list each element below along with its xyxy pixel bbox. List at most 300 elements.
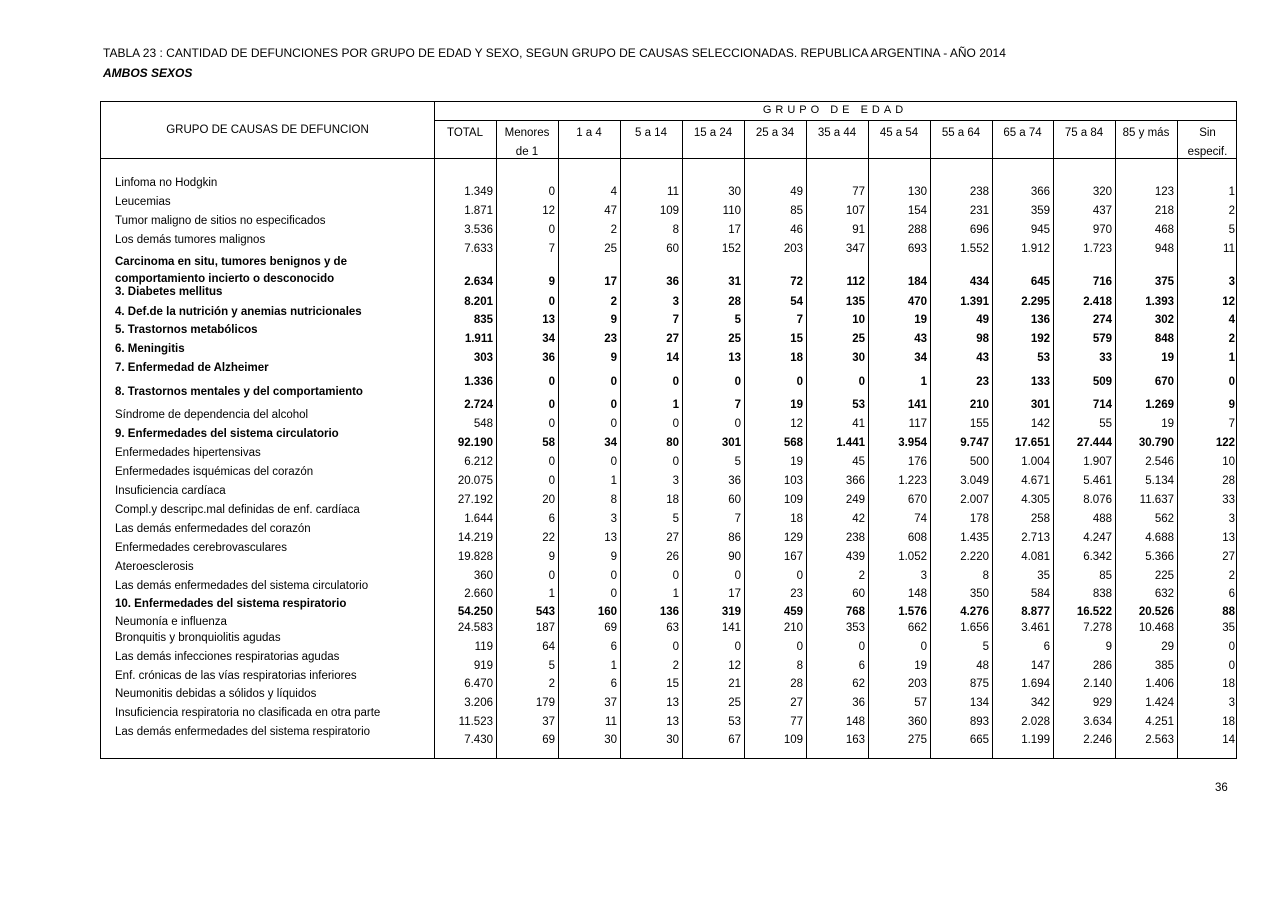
cell-value: 579 [1092, 333, 1112, 345]
cell-value: 0 [548, 418, 555, 430]
cell-value: 160 [597, 606, 617, 618]
row-label [115, 360, 269, 377]
cell-value: 665 [969, 734, 989, 746]
cell-value: 17.651 [1014, 437, 1050, 449]
cell-value: 366 [1030, 186, 1050, 198]
cell-value: 249 [845, 494, 865, 506]
cell-value: 210 [783, 622, 803, 634]
cell-value: 693 [907, 243, 927, 255]
cell-value: 77 [790, 716, 803, 728]
cell-value: 320 [1092, 186, 1112, 198]
cell-value: 90 [728, 551, 741, 563]
row-label [115, 630, 281, 647]
table-row [101, 429, 1236, 448]
cell-value: 0 [610, 399, 617, 411]
cell-value: 350 [969, 588, 989, 600]
column-header [558, 124, 620, 143]
cell-value: 7 [548, 243, 555, 255]
cell-value: 1.435 [960, 532, 989, 544]
cell-value: 18 [1222, 716, 1235, 728]
cell-value: 1.424 [1145, 697, 1174, 709]
cell-value: 136 [1030, 314, 1050, 326]
cell-value: 6 [548, 513, 555, 525]
cell-value: 1.336 [464, 376, 493, 388]
cell-value: 8 [796, 660, 803, 672]
cell-value: 60 [852, 588, 865, 600]
cell-value: 439 [845, 551, 865, 563]
cell-value: 43 [976, 352, 989, 364]
cell-value: 27 [790, 697, 803, 709]
row-label-text: Linfoma no Hodgkin [115, 177, 218, 189]
cell-value: 359 [1030, 205, 1050, 217]
table-row [101, 235, 1236, 254]
cell-value: 55 [1099, 418, 1112, 430]
row-label-text: 7. Enfermedad de Alzheimer [115, 362, 269, 374]
cell-value: 1 [1228, 352, 1235, 364]
cell-value: 6.470 [464, 678, 493, 690]
cell-value: 8.201 [464, 296, 493, 308]
row-label-text: Síndrome de dependencia del alcohol [115, 409, 309, 421]
cell-value: 28 [1222, 475, 1235, 487]
cell-value: 152 [721, 243, 741, 255]
cell-value: 64 [542, 641, 555, 653]
column-header-line1: 5 a 14 [635, 127, 667, 139]
cell-value: 103 [783, 475, 803, 487]
cell-value: 500 [969, 456, 989, 468]
cell-value: 74 [914, 513, 927, 525]
cell-value: 15 [790, 333, 803, 345]
cell-value: 69 [542, 734, 555, 746]
cell-value: 8 [982, 570, 989, 582]
cell-value: 0 [672, 641, 679, 653]
row-label [115, 284, 222, 301]
cell-value: 41 [852, 418, 865, 430]
cell-value: 7.278 [1083, 622, 1112, 634]
row-label-text: Los demás tumores malignos [115, 234, 266, 246]
column-header [496, 124, 558, 162]
cell-value: 80 [666, 437, 679, 449]
cell-value: 468 [1154, 224, 1174, 236]
row-label-text: Insuficiencia respiratoria no clasificada en otra parte [115, 707, 381, 719]
cell-value: 1.052 [898, 551, 927, 563]
column-header [1053, 124, 1115, 143]
cell-value: 9.747 [960, 437, 989, 449]
row-label-text: Carcinoma en situ, tumores benignos y de [115, 256, 347, 268]
cell-value: 135 [845, 296, 865, 308]
cell-value: 1.723 [1083, 243, 1112, 255]
cell-value: 54.250 [457, 606, 493, 618]
header-bottom-border [101, 158, 1236, 159]
column-header-line2: especif. [1187, 146, 1228, 158]
column-header [682, 124, 744, 143]
cell-value: 14 [666, 352, 679, 364]
cell-value: 14 [1222, 734, 1235, 746]
row-label [115, 322, 258, 339]
cell-value: 0 [548, 570, 555, 582]
cell-value: 17 [604, 276, 617, 288]
cell-value: 147 [1030, 660, 1050, 672]
cell-value: 670 [1154, 376, 1174, 388]
cell-value: 11.637 [1139, 494, 1174, 506]
cell-value: 192 [1030, 333, 1050, 345]
cell-value: 15 [666, 678, 679, 690]
cell-value: 459 [783, 606, 803, 618]
cell-value: 2 [610, 296, 617, 308]
cell-value: 2.546 [1145, 456, 1174, 468]
cell-value: 1 [672, 588, 679, 600]
cell-value: 91 [852, 224, 865, 236]
cell-value: 34 [914, 352, 927, 364]
cell-value: 7 [1228, 418, 1235, 430]
cell-value: 1.912 [1021, 243, 1050, 255]
cell-value: 2.418 [1083, 296, 1112, 308]
cell-value: 2.007 [960, 494, 989, 506]
cell-value: 2.634 [464, 276, 493, 288]
cell-value: 4.247 [1083, 532, 1112, 544]
cell-value: 77 [852, 186, 865, 198]
cell-value: 929 [1092, 697, 1112, 709]
cell-value: 1.694 [1021, 678, 1050, 690]
column-header-line1: 1 a 4 [576, 127, 602, 139]
cell-value: 12 [542, 205, 555, 217]
cell-value: 85 [1099, 570, 1112, 582]
row-label-text: 3. Diabetes mellitus [115, 286, 223, 298]
cell-value: 57 [914, 697, 927, 709]
cell-value: 7 [734, 399, 741, 411]
cell-value: 5.366 [1145, 551, 1174, 563]
cell-value: 187 [535, 622, 555, 634]
row-label [115, 426, 339, 443]
cell-value: 4 [1228, 314, 1235, 326]
row-label-text: 5. Trastornos metabólicos [115, 324, 258, 336]
cell-value: 286 [1092, 660, 1112, 672]
cell-value: 29 [1161, 641, 1174, 653]
cell-value: 36 [728, 475, 741, 487]
table-row [101, 178, 1236, 197]
cell-value: 203 [783, 243, 803, 255]
cell-value: 231 [969, 205, 989, 217]
column-header [806, 124, 868, 143]
cell-value: 35 [1222, 622, 1235, 634]
cell-value: 0 [734, 418, 741, 430]
cell-value: 46 [790, 224, 803, 236]
cell-value: 662 [907, 622, 927, 634]
row-label [115, 540, 287, 557]
cell-value: 0 [672, 376, 679, 388]
cell-value: 0 [672, 418, 679, 430]
cell-value: 3 [610, 513, 617, 525]
cell-value: 148 [907, 588, 927, 600]
cell-value: 1.907 [1083, 456, 1112, 468]
row-label-text: Leucemias [115, 196, 171, 208]
cell-value: 319 [721, 606, 741, 618]
cell-value: 0 [858, 641, 865, 653]
cell-value: 179 [535, 697, 555, 709]
cell-value: 19 [1161, 418, 1174, 430]
cell-value: 302 [1154, 314, 1174, 326]
cell-value: 69 [604, 622, 617, 634]
cell-value: 0 [858, 376, 865, 388]
cell-value: 0 [548, 186, 555, 198]
cell-value: 0 [610, 376, 617, 388]
cell-value: 4.305 [1021, 494, 1050, 506]
cell-value: 303 [473, 352, 493, 364]
column-header-line1: Sin [1199, 127, 1216, 139]
row-label-text: Enfermedades hipertensivas [115, 447, 261, 459]
row-label-text: Las demás infecciones respiratorias agudas [115, 651, 340, 663]
cell-value: 8 [610, 494, 617, 506]
row-label [115, 384, 363, 401]
row-label [115, 254, 347, 288]
cell-value: 548 [473, 418, 493, 430]
cell-value: 35 [1037, 570, 1050, 582]
row-label-text-2: comportamiento incierto o desconocido [115, 273, 335, 285]
cell-value: 11.523 [458, 716, 493, 728]
column-header-line1: Menores [504, 127, 550, 139]
cell-value: 2 [1228, 570, 1235, 582]
cell-value: 1.199 [1021, 734, 1050, 746]
table-row [101, 727, 1236, 745]
cell-value: 288 [907, 224, 927, 236]
cell-value: 11 [1223, 243, 1235, 255]
cell-value: 178 [969, 513, 989, 525]
cell-value: 1.441 [836, 437, 865, 449]
cell-value: 2 [548, 678, 555, 690]
cell-value: 19 [1161, 352, 1174, 364]
cell-value: 2 [672, 660, 679, 672]
cell-value: 25 [852, 333, 865, 345]
row-label [115, 724, 370, 741]
cell-value: 6 [610, 641, 617, 653]
cell-value: 7.430 [464, 734, 493, 746]
row-label [115, 596, 346, 613]
cell-value: 225 [1154, 570, 1174, 582]
cell-value: 10.468 [1138, 622, 1174, 634]
cell-value: 1 [610, 660, 617, 672]
cell-value: 67 [728, 734, 741, 746]
cell-value: 238 [845, 532, 865, 544]
cell-value: 210 [969, 399, 989, 411]
cell-value: 375 [1154, 276, 1174, 288]
cell-value: 274 [1092, 314, 1112, 326]
row-label [115, 614, 227, 631]
cell-value: 5 [734, 456, 741, 468]
row-label [115, 483, 226, 500]
cell-value: 184 [907, 276, 927, 288]
table-row [101, 254, 1236, 287]
cell-value: 608 [907, 532, 927, 544]
cell-value: 301 [1030, 399, 1050, 411]
cell-value: 22 [542, 532, 555, 544]
table-title: TABLA 23 : CANTIDAD DE DEFUNCIONES POR GRUPO DE EDAD Y SEXO, SEGUN GRUPO DE CAUSAS SELECCIONADAS. REPUBLICA ARGENTINA - AÑO 2014 [103, 46, 1006, 60]
cell-value: 88 [1222, 606, 1235, 618]
cell-value: 301 [721, 437, 741, 449]
cell-value: 20.526 [1138, 606, 1174, 618]
cell-value: 2.028 [1021, 716, 1050, 728]
column-header-line1: TOTAL [447, 127, 483, 139]
cell-value: 835 [473, 314, 493, 326]
cell-value: 27 [1222, 551, 1235, 563]
cell-value: 2.295 [1021, 296, 1050, 308]
cell-value: 13 [1222, 532, 1235, 544]
cell-value: 9 [548, 551, 555, 563]
cell-value: 1 [672, 399, 679, 411]
cell-value: 21 [728, 678, 741, 690]
column-header-line1: 35 a 44 [817, 127, 857, 139]
cell-value: 1 [610, 475, 617, 487]
column-header-line1: 55 a 64 [941, 127, 981, 139]
cell-value: 30 [852, 352, 865, 364]
cell-value: 42 [852, 513, 865, 525]
cell-value: 37 [542, 716, 555, 728]
cell-value: 919 [473, 660, 493, 672]
cell-value: 0 [548, 296, 555, 308]
cell-value: 98 [976, 333, 989, 345]
cell-value: 86 [728, 532, 741, 544]
cell-value: 17 [728, 224, 741, 236]
cell-value: 34 [604, 437, 617, 449]
cell-value: 568 [783, 437, 803, 449]
cell-value: 30 [728, 186, 741, 198]
cell-value: 1.644 [464, 513, 493, 525]
row-label-text: Neumonitis debidas a sólidos y líquidos [115, 688, 317, 700]
cell-value: 36 [666, 276, 679, 288]
cell-value: 49 [790, 186, 803, 198]
cell-value: 18 [790, 513, 803, 525]
row-label-text: Tumor maligno de sitios no especificados [115, 215, 326, 227]
cell-value: 27.192 [457, 494, 493, 506]
cell-value: 945 [1030, 224, 1050, 236]
row-label [115, 668, 357, 685]
cell-value: 8.877 [1021, 606, 1050, 618]
cell-value: 129 [783, 532, 803, 544]
row-label-text: Enfermedades cerebrovasculares [115, 542, 287, 554]
cell-value: 33 [1222, 494, 1235, 506]
cell-value: 3.206 [464, 697, 493, 709]
row-label-text: 8. Trastornos mentales y del comportamiento [115, 386, 363, 398]
cell-value: 19 [790, 456, 803, 468]
cell-value: 9 [548, 276, 555, 288]
cell-value: 848 [1154, 333, 1174, 345]
column-header [868, 124, 930, 143]
cell-value: 434 [969, 276, 989, 288]
cell-value: 360 [907, 716, 927, 728]
column-header-line1: 75 a 84 [1064, 127, 1104, 139]
cell-value: 2 [858, 570, 865, 582]
cell-value: 30 [604, 734, 617, 746]
deaths-table [100, 101, 1237, 759]
table-row [101, 325, 1236, 344]
cell-value: 11 [667, 186, 679, 198]
cell-value: 92.190 [457, 437, 493, 449]
cell-value: 13 [666, 697, 679, 709]
cell-value: 3 [1228, 513, 1235, 525]
cell-value: 360 [473, 570, 493, 582]
cell-value: 1.406 [1145, 678, 1174, 690]
column-header-line1: 65 a 74 [1003, 127, 1042, 139]
cell-value: 36 [542, 352, 555, 364]
cell-value: 3 [920, 570, 927, 582]
cell-value: 45 [852, 456, 865, 468]
row-label-text: 9. Enfermedades del sistema circulatorio [115, 428, 339, 440]
cell-value: 20 [542, 494, 555, 506]
cell-value: 0 [548, 224, 555, 236]
cell-value: 23 [604, 333, 617, 345]
row-label-text: Compl.y descripc.mal definidas de enf. cardíaca [115, 504, 360, 516]
cell-value: 18 [1222, 678, 1235, 690]
cell-value: 122 [1215, 437, 1235, 449]
row-label [115, 559, 194, 576]
cell-value: 63 [666, 622, 679, 634]
cell-value: 275 [907, 734, 927, 746]
cell-value: 3 [672, 296, 679, 308]
row-label-text: Las demás enfermedades del corazón [115, 523, 311, 535]
cell-value: 37 [604, 697, 617, 709]
cell-value: 437 [1092, 205, 1112, 217]
table-row [101, 599, 1236, 617]
cell-value: 0 [610, 588, 617, 600]
cell-value: 34 [542, 333, 555, 345]
cell-value: 5.134 [1145, 475, 1174, 487]
cell-value: 13 [666, 716, 679, 728]
cell-value: 3.461 [1021, 622, 1050, 634]
cell-value: 13 [604, 532, 617, 544]
cell-value: 148 [845, 716, 865, 728]
cell-value: 768 [845, 606, 865, 618]
cell-value: 1.223 [898, 475, 927, 487]
cell-value: 5 [982, 641, 989, 653]
cell-value: 19.828 [457, 551, 493, 563]
cell-value: 130 [907, 186, 927, 198]
cell-value: 25 [728, 697, 741, 709]
column-header-line1: 85 y más [1122, 127, 1170, 139]
cell-value: 342 [1030, 697, 1050, 709]
cell-value: 0 [672, 570, 679, 582]
cell-value: 25 [728, 333, 741, 345]
cell-value: 2 [1228, 205, 1235, 217]
cell-value: 1.911 [464, 333, 493, 345]
cell-value: 0 [796, 376, 803, 388]
row-label-text: Ateroesclerosis [115, 561, 194, 573]
row-label [115, 502, 360, 519]
cell-value: 20.075 [457, 475, 493, 487]
cell-value: 62 [852, 678, 865, 690]
cell-value: 218 [1154, 205, 1174, 217]
column-header [1115, 124, 1177, 143]
cell-value: 5 [1228, 224, 1235, 236]
column-header [434, 124, 496, 143]
cell-value: 47 [604, 205, 617, 217]
cell-value: 141 [721, 622, 741, 634]
column-header [1177, 124, 1238, 162]
cell-value: 1 [548, 588, 555, 600]
cell-value: 6 [610, 678, 617, 690]
cell-value: 109 [659, 205, 679, 217]
cell-value: 0 [610, 456, 617, 468]
cell-value: 1 [1228, 186, 1235, 198]
cell-value: 27.444 [1076, 437, 1112, 449]
cell-value: 5.461 [1083, 475, 1112, 487]
cell-value: 632 [1154, 588, 1174, 600]
cell-value: 9 [1228, 399, 1235, 411]
cell-value: 0 [920, 641, 927, 653]
cell-value: 3 [1228, 276, 1235, 288]
cell-value: 109 [783, 494, 803, 506]
cell-value: 1.871 [464, 205, 493, 217]
row-label-text: Bronquitis y bronquiolitis agudas [115, 632, 281, 644]
cell-value: 7 [796, 314, 803, 326]
cell-value: 258 [1030, 513, 1050, 525]
